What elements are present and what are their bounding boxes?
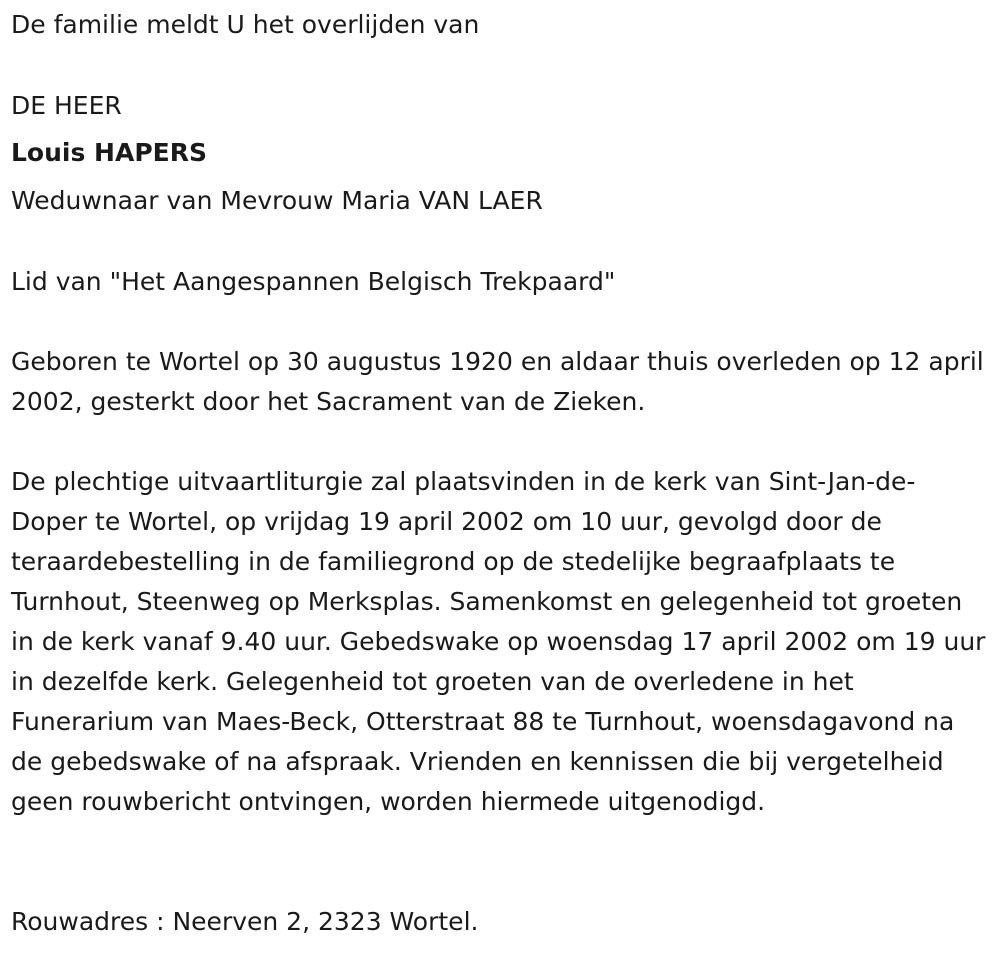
deceased-name: Louis HAPERS (11, 138, 207, 167)
membership-text: Lid van "Het Aangespannen Belgisch Trekpaard" (11, 267, 616, 296)
widower-text: Weduwnaar van Mevrouw Maria VAN LAER (11, 186, 543, 215)
birth-death-paragraph: Geboren te Wortel op 30 augustus 1920 en aldaar thuis overleden op 12 april 2002, gesterkt door het Sacrament van de Zieken. (11, 347, 984, 416)
honorific-title: DE HEER (11, 91, 122, 120)
funeral-paragraph: De plechtige uitvaartliturgie zal plaatsvinden in de kerk van Sint-Jan-de-Doper te Wortel, op vrijdag 19 april 2002 om 10 uur, gevolgd door de teraardebestelling in de familiegrond op de stedelijke begraafplaats te Turnhout, Steenweg op Merksplas. Samenkomst en gelegenheid tot groeten in de kerk vanaf 9.40 uur. Gebedswake op woensdag 17 april 2002 om 19 uur in dezelfde kerk. Gelegenheid tot groeten van de overledene in het Funerarium van Maes-Beck, Otterstraat 88 te Turnhout, woensdagavond na de gebedswake of na afspraak. Vrienden en kennissen die bij vergetelheid geen rouwbericht ontvingen, worden hiermede uitgenodigd. (11, 467, 986, 816)
intro-text: De familie meldt U het overlijden van (11, 10, 480, 39)
mourning-address: Rouwadres : Neerven 2, 2323 Wortel. (11, 907, 479, 936)
